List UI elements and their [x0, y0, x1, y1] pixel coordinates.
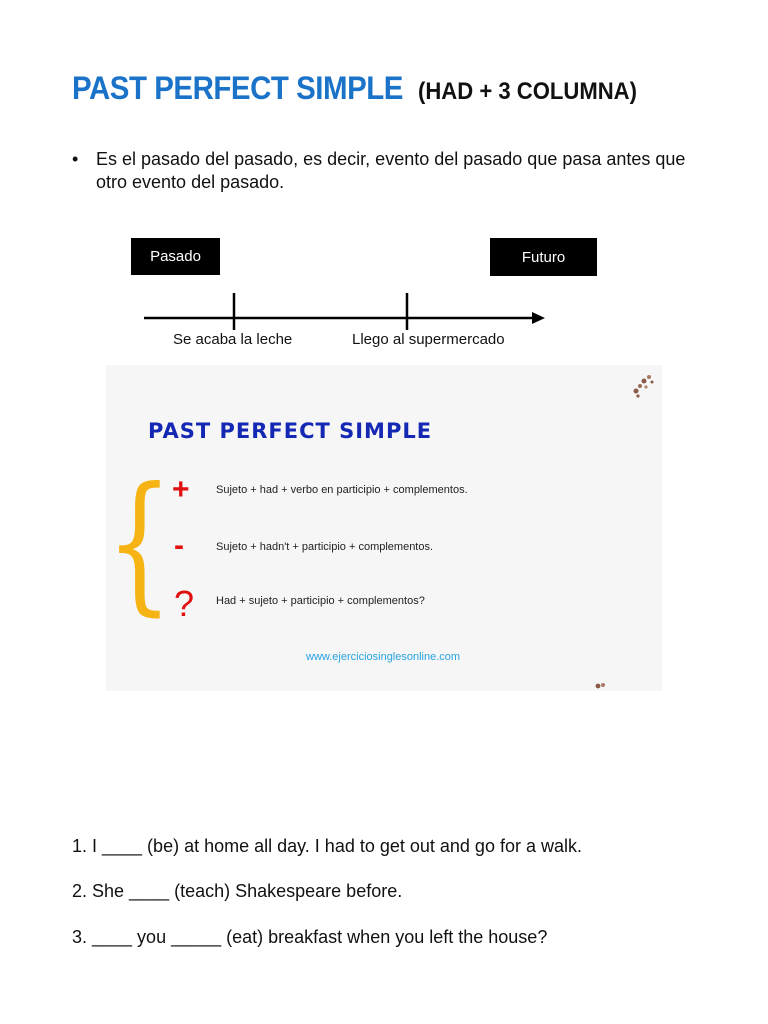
exercise-3: 3. ____ you _____ (eat) breakfast when you left the house? — [72, 927, 548, 947]
bullet-icon: • — [72, 149, 79, 169]
future-box: Futuro — [490, 238, 597, 276]
minus-symbol: - — [174, 529, 184, 562]
decor-dots-icon — [630, 369, 656, 399]
title-subtitle: (HAD + 3 COLUMNA) — [418, 78, 638, 105]
brace-icon: { — [106, 456, 173, 630]
plus-symbol: + — [172, 473, 190, 506]
affirmative-rule: Sujeto + had + verbo en participio + complementos. — [216, 484, 468, 496]
source-url: www.ejerciciosinglesonline.com — [306, 651, 461, 663]
event-label-2: Llego al supermercado — [352, 331, 505, 348]
definition-text: Es el pasado del pasado, es decir, evento del pasado que pasa antes que otro evento del pasado. — [96, 149, 686, 192]
negative-rule: Sujeto + hadn't + participio + complementos. — [216, 541, 434, 553]
title-main: PAST PERFECT SIMPLE — [72, 70, 403, 106]
decor-dots-small-icon — [594, 681, 608, 691]
past-box: Pasado — [131, 238, 220, 275]
grammar-card — [106, 365, 662, 691]
card-title: PAST PERFECT SIMPLE — [148, 419, 433, 443]
question-symbol: ? — [174, 583, 195, 624]
question-rule: Had + sujeto + participio + complementos? — [216, 595, 425, 607]
timeline-arrow — [0, 0, 768, 340]
event-label-1: Se acaba la leche — [173, 331, 293, 348]
exercise-2: 2. She ____ (teach) Shakespeare before. — [72, 881, 403, 901]
exercise-1: 1. I ____ (be) at home all day. I had to get out and go for a walk. — [72, 836, 582, 856]
